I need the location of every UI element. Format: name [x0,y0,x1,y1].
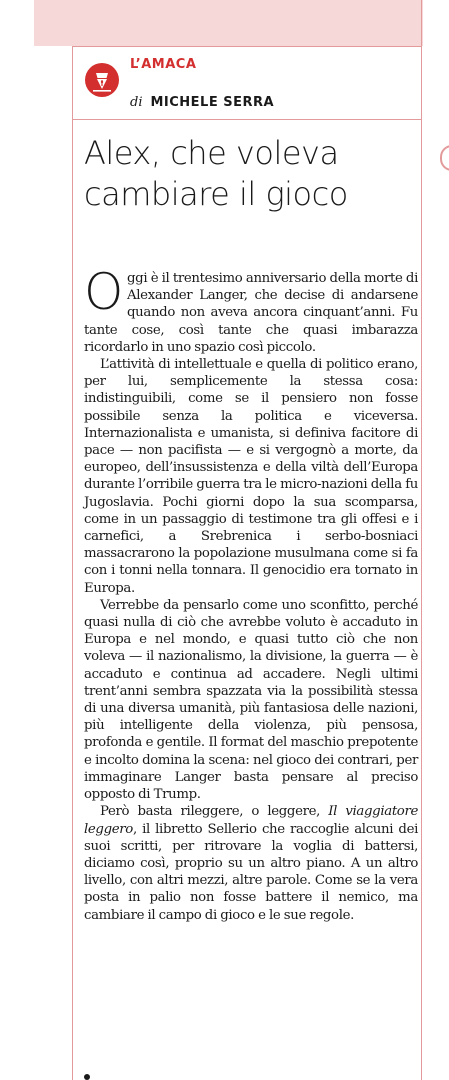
column-rubric: L’AMACA [130,57,197,72]
article-body [84,263,418,924]
paragraph-4 [84,803,418,923]
paragraph-3: Verrebbe da pensarlo come uno sconfitto, perché quasi nulla di ciò che avrebbe voluto è accaduto in Europa e nel mondo, e quasi tutto ciò che non voleva — il nazionalismo, la divisione, la guerra — è accaduto e continua ad accadere. Negli ultimi trent’anni sembra spazzata via la possibilità stessa di una diversa umanità, più fantasiosa delle nazioni, più intelligente della violenza, più pensosa, profonda e gentile. Il format del maschio prepotente e incolto domina la scena: nel gioco dei contrari, per immaginare Langer basta pensare al preciso opposto di Trump. [84,597,418,803]
paragraph-4-rest: , il libretto Sellerio che raccoglie alcuni dei suoi scritti, per ritrovare la voglia di battersi, diciamo così, proprio su un altro piano. A un altro livello, con altri mezzi, altre parole. Come se la vera posta in palio non fosse battere il nemico, ma cambiare il campo di gioco e le sue regole. [84,821,418,923]
header-band [34,0,423,46]
paragraph-2: L’attività di intellettuale e quella di politico erano, per lui, semplicemente la stessa cosa: indistinguibili, come se il pensiero non fosse possibile senza la politica e viceversa. Internazionalista e umanista, si definiva facitore di pace — non pacifista — e si vergognò a morte, da europeo, dell’insussistenza e della viltà dell’Europa durante l’orribile guerra tra le micro-nazioni della fu Jugoslavia. Pochi giorni dopo la sua scomparsa, come in un passaggio di testimone tra gli offesi e i carnefici, a Srebrenica i serbo-bosniaci massacrarono la popolazione musulmana come si fa con i tonni nella tonnara. Il genocidio era tornato in Europa. [84,357,418,596]
book-title: Il viaggiatore leggero [84,804,418,837]
byline-prefix: di [130,95,143,110]
byline [130,95,274,110]
paragraph-1 [84,263,418,356]
paragraph-4-lead: Però basta rileggere, o leggere, [100,804,329,820]
fountain-pen-icon [84,62,120,98]
article-title: Alex, che voleva cambiare il gioco [84,134,348,213]
right-column-rule [421,0,422,1080]
adjacent-column-edge [440,145,449,171]
header-rule-top [72,46,421,47]
paragraph-1-text: ggi è il trentesimo anniversario della morte di Alexander Langer, che decise di andarsene quando non aveva ancora cinquant’anni. Fu tante cose, così tante che quasi imbarazza ricordarlo in uno spazio così piccolo. [84,271,418,355]
author-name: MICHELE SERRA [150,95,275,110]
drop-cap: O [84,263,124,321]
continuation-dot [84,1074,90,1080]
left-column-rule [72,46,73,1080]
header-rule-bottom [72,119,421,120]
